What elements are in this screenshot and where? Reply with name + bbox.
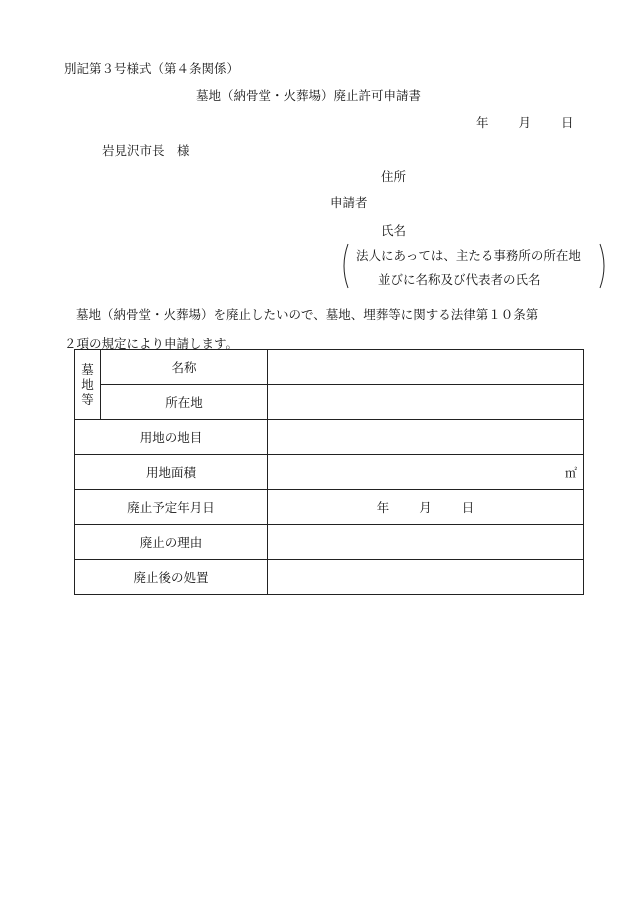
date-day: 日: [561, 115, 574, 130]
form-label: 別記第３号様式（第４条関係）: [64, 61, 240, 76]
date-year: 年: [476, 115, 489, 130]
corporate-note: [339, 242, 609, 290]
corporate-note-line2: 並びに名称及び代表者の氏名: [378, 272, 541, 287]
application-date: [476, 113, 574, 131]
reason-field[interactable]: [268, 525, 584, 560]
planned-date-field[interactable]: [268, 490, 584, 525]
applicant-label: 申請者: [330, 195, 368, 210]
planned-month: 月: [419, 500, 432, 515]
document-title: 墓地（納骨堂・火葬場）廃止許可申請書: [196, 88, 422, 103]
location-field[interactable]: [268, 385, 584, 420]
table-row: [75, 490, 584, 525]
land-area-field[interactable]: [268, 455, 584, 490]
corporate-note-line1: 法人にあっては、主たる事務所の所在地: [356, 248, 581, 263]
planned-date-label: 廃止予定年月日: [75, 490, 268, 525]
land-area-label: 用地面積: [75, 455, 268, 490]
location-row-label: 所在地: [101, 385, 268, 420]
name-label: 氏名: [381, 223, 407, 238]
planned-day: 日: [461, 500, 475, 515]
reason-label: 廃止の理由: [75, 525, 268, 560]
table-row: [75, 385, 584, 420]
cemetery-group-label: 墓 地 等: [75, 350, 101, 420]
statement-line1: 墓地（納骨堂・火葬場）を廃止したいので、墓地、埋葬等に関する法律第１０条第: [76, 307, 539, 322]
date-month: 月: [518, 115, 532, 130]
land-category-field[interactable]: [268, 420, 584, 455]
address-label: 住所: [381, 169, 407, 184]
name-row-label: 名称: [101, 350, 268, 385]
table-row: [75, 455, 584, 490]
addressee: 岩見沢市長 様: [102, 143, 190, 158]
table-row: [75, 420, 584, 455]
statement-line2: ２項の規定により申請します。: [64, 336, 239, 351]
disposition-label: 廃止後の処置: [75, 560, 268, 595]
name-field[interactable]: [268, 350, 584, 385]
table-row: [75, 350, 584, 385]
land-category-label: 用地の地目: [75, 420, 268, 455]
application-table: [74, 349, 584, 595]
disposition-field[interactable]: [268, 560, 584, 595]
planned-year: 年: [376, 500, 390, 515]
area-unit: ㎡: [564, 466, 577, 480]
table-row: [75, 560, 584, 595]
table-row: [75, 525, 584, 560]
